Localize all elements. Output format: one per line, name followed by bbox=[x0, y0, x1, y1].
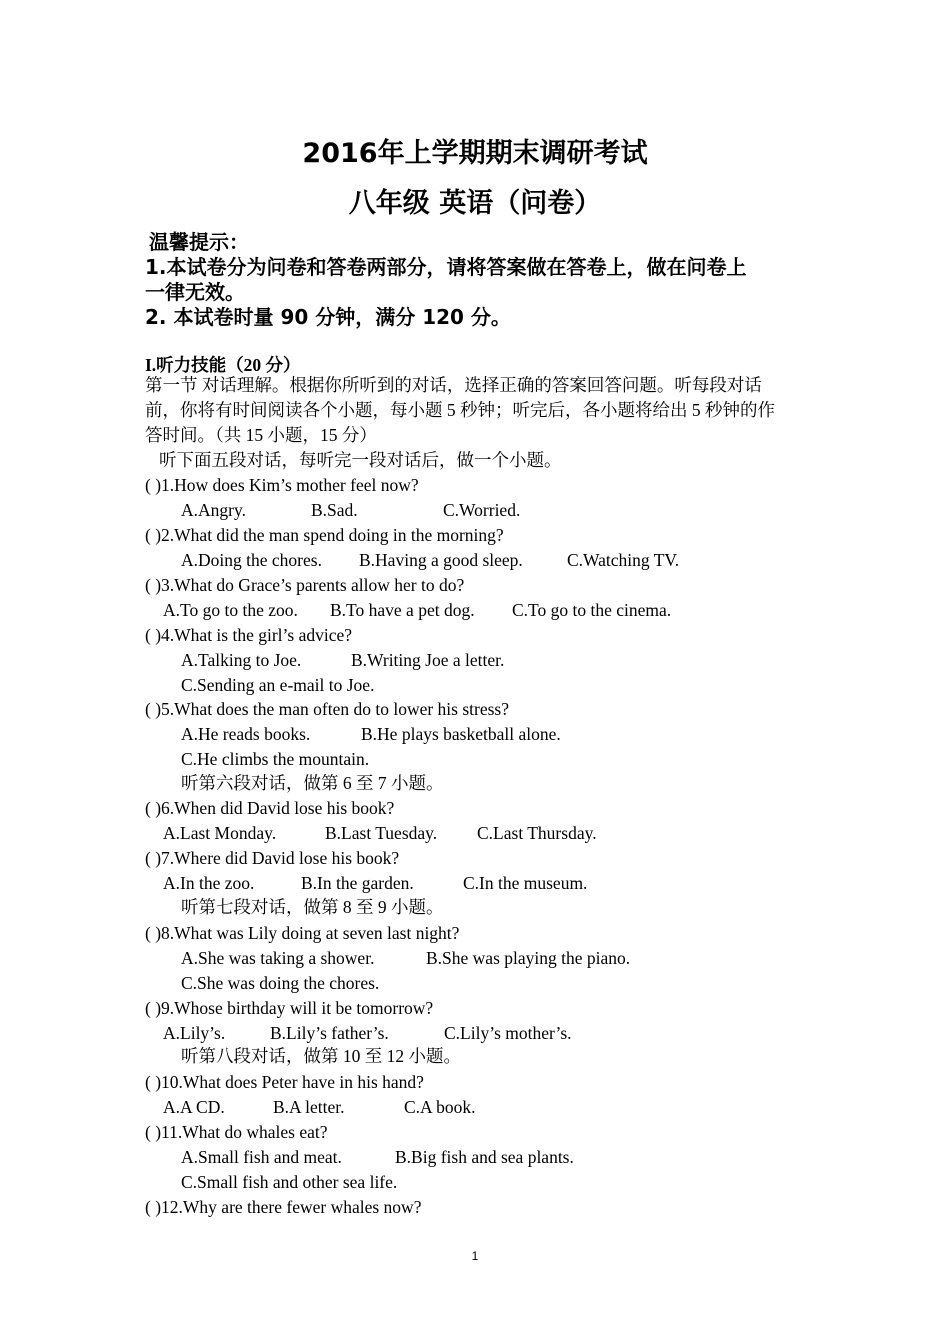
question-2: ( )2.What did the man spend doing in the morning? bbox=[145, 525, 504, 545]
option-c: C.To go to the cinema. bbox=[512, 600, 672, 620]
option-b: B.Lily’s father’s. bbox=[270, 1023, 389, 1043]
option-c: C.A book. bbox=[404, 1097, 476, 1117]
question-8: ( )8.What was Lily doing at seven last night? bbox=[145, 923, 460, 943]
question-5: ( )5.What does the man often do to lower his stress? bbox=[145, 699, 510, 719]
question-11: ( )11.What do whales eat? bbox=[145, 1122, 328, 1142]
option-a: A.He reads books. bbox=[181, 724, 311, 744]
option-c: C.Worried. bbox=[443, 500, 521, 520]
tips-line-1a: 1.本试卷分为问卷和答卷两部分，请将答案做在答卷上，做在问卷上 bbox=[145, 255, 747, 279]
option-b: B.To have a pet dog. bbox=[330, 600, 475, 620]
option-b: B.Writing Joe a letter. bbox=[351, 650, 505, 670]
dialogue-note: 听第七段对话，做第 8 至 9 小题。 bbox=[181, 897, 444, 917]
option-c: C.Watching TV. bbox=[567, 550, 680, 570]
option-c: C.Last Thursday. bbox=[477, 823, 597, 843]
option-c: C.Lily’s mother’s. bbox=[444, 1023, 572, 1043]
question-7: ( )7.Where did David lose his book? bbox=[145, 848, 400, 868]
option-b: B.A letter. bbox=[273, 1097, 345, 1117]
option-b: B.Big fish and sea plants. bbox=[395, 1147, 574, 1167]
question-3: ( )3.What do Grace’s parents allow her to do? bbox=[145, 575, 465, 595]
option-a: A.Small fish and meat. bbox=[181, 1147, 342, 1167]
option-a: A.Lily’s. bbox=[163, 1023, 226, 1043]
instruction-line: 听下面五段对话，每听完一段对话后，做一个小题。 bbox=[159, 450, 562, 470]
option-b: B.He plays basketball alone. bbox=[361, 724, 561, 744]
instruction-line: 第一节 对话理解。根据你所听到的对话，选择正确的答案回答问题。听每段对话 bbox=[145, 375, 762, 395]
option-c: C.Sending an e-mail to Joe. bbox=[181, 675, 375, 695]
option-a: A.A CD. bbox=[163, 1097, 225, 1117]
dialogue-note: 听第八段对话，做第 10 至 12 小题。 bbox=[181, 1046, 461, 1066]
option-a: A.Angry. bbox=[181, 500, 246, 520]
option-c: C.In the museum. bbox=[463, 873, 588, 893]
section-heading: I.听力技能（20 分） bbox=[145, 355, 301, 375]
question-10: ( )10.What does Peter have in his hand? bbox=[145, 1072, 424, 1092]
tips-line-1b: 一律无效。 bbox=[145, 280, 245, 304]
tips-line-2: 2. 本试卷时量 90 分钟，满分 120 分。 bbox=[145, 305, 511, 329]
tips-heading: 温馨提示： bbox=[149, 230, 249, 254]
exam-subtitle: 八年级 英语（问卷） bbox=[348, 188, 602, 219]
option-b: B.She was playing the piano. bbox=[426, 948, 631, 968]
question-1: ( )1.How does Kim’s mother feel now? bbox=[145, 475, 419, 495]
option-b: B.Sad. bbox=[311, 500, 358, 520]
option-a: A.Last Monday. bbox=[163, 823, 277, 843]
instruction-line: 答时间。（共 15 小题，15 分） bbox=[145, 425, 377, 445]
question-4: ( )4.What is the girl’s advice? bbox=[145, 625, 353, 645]
option-b: B.In the garden. bbox=[301, 873, 414, 893]
question-12: ( )12.Why are there fewer whales now? bbox=[145, 1197, 422, 1217]
option-c: C.He climbs the mountain. bbox=[181, 749, 370, 769]
option-a: A.Talking to Joe. bbox=[181, 650, 302, 670]
question-9: ( )9.Whose birthday will it be tomorrow? bbox=[145, 998, 434, 1018]
option-b: B.Last Tuesday. bbox=[325, 823, 438, 843]
option-b: B.Having a good sleep. bbox=[359, 550, 523, 570]
option-c: C.Small fish and other sea life. bbox=[181, 1172, 398, 1192]
option-a: A.Doing the chores. bbox=[181, 550, 322, 570]
option-a: A.In the zoo. bbox=[163, 873, 255, 893]
exam-title: 2016年上学期期末调研考试 bbox=[302, 138, 648, 169]
option-a: A.She was taking a shower. bbox=[181, 948, 375, 968]
option-a: A.To go to the zoo. bbox=[163, 600, 298, 620]
dialogue-note: 听第六段对话，做第 6 至 7 小题。 bbox=[181, 773, 444, 793]
question-6: ( )6.When did David lose his book? bbox=[145, 798, 395, 818]
instruction-line: 前，你将有时间阅读各个小题，每小题 5 秒钟；听完后，各小题将给出 5 秒钟的作 bbox=[145, 400, 775, 420]
option-c: C.She was doing the chores. bbox=[181, 973, 380, 993]
page-number: 1 bbox=[471, 1249, 479, 1263]
